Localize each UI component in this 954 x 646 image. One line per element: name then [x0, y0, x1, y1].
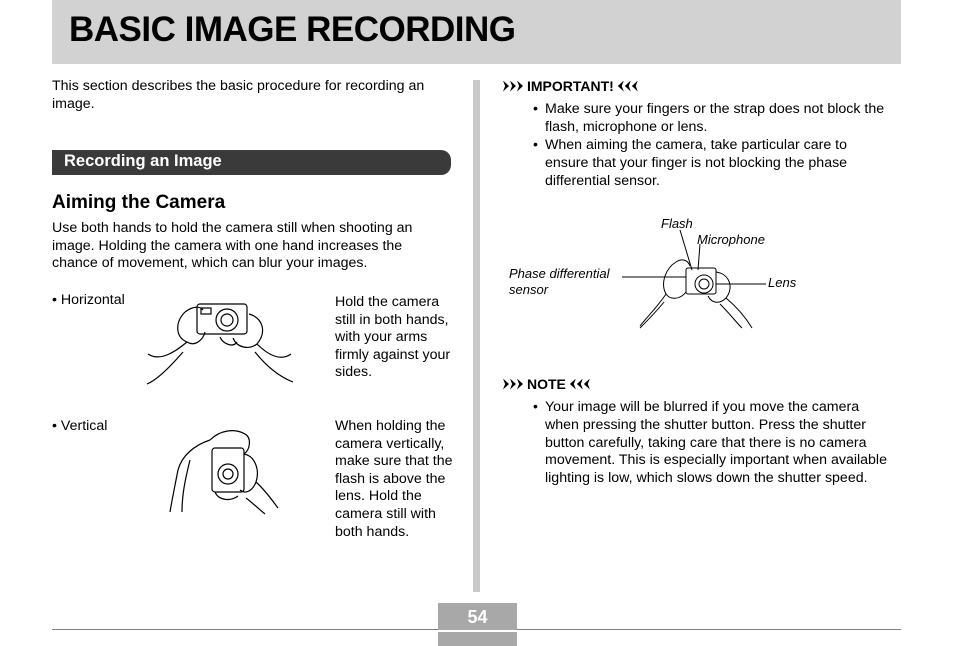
aiming-text: Use both hands to hold the camera still when shooting an image. Holding the camera with one hand increases the chance of movement, which can blur your images. — [52, 220, 413, 272]
note-item: • Your image will be blurred if you move the camera when pressing the shutter button. Press the shutter button carefully, taking care that there is no camera movement. This is especially important when available lighting is low, which slows down the shutter speed. — [533, 399, 887, 487]
title-bar — [52, 0, 901, 64]
intro-text: This section describes the basic procedure for recording an image. — [52, 78, 425, 112]
note-label: NOTE — [527, 376, 566, 392]
page-title: BASIC IMAGE RECORDING — [69, 10, 516, 49]
horizontal-text: Hold the camera still in both hands, with your arms firmly against your sides. — [335, 294, 451, 381]
arrow-right-icon — [503, 379, 523, 390]
important-label-row — [503, 78, 638, 94]
lens-label: Lens — [768, 275, 797, 290]
horizontal-camera-illustration — [145, 292, 295, 387]
phase-sensor-label: Phase differential sensor — [509, 266, 610, 297]
note-label-row — [503, 376, 590, 392]
horizontal-label: • Horizontal — [52, 292, 125, 308]
section-header — [52, 150, 451, 175]
important-item: • When aiming the camera, take particular care to ensure that your finger is not blocking the phase differential sensor. — [533, 137, 848, 189]
page-number: 54 — [467, 607, 488, 627]
page-number-box-lower — [438, 632, 517, 646]
vertical-text: When holding the camera vertically, make sure that the flash is above the lens. Hold the camera still with both hands. — [335, 418, 453, 540]
microphone-label: Microphone — [697, 232, 765, 247]
column-divider — [473, 80, 480, 592]
important-label: IMPORTANT! — [527, 78, 614, 94]
camera-diagram — [620, 228, 770, 333]
arrow-right-icon — [503, 81, 523, 92]
vertical-label: • Vertical — [52, 418, 108, 434]
page-number-box — [438, 603, 517, 630]
arrow-left-icon — [618, 81, 638, 92]
flash-label: Flash — [661, 216, 693, 231]
aiming-heading: Aiming the Camera — [52, 192, 226, 213]
arrow-left-icon — [570, 379, 590, 390]
important-item: • Make sure your fingers or the strap does not block the flash, microphone or lens. — [533, 101, 885, 135]
section-title: Recording an Image — [64, 152, 222, 170]
vertical-camera-illustration — [160, 420, 285, 515]
